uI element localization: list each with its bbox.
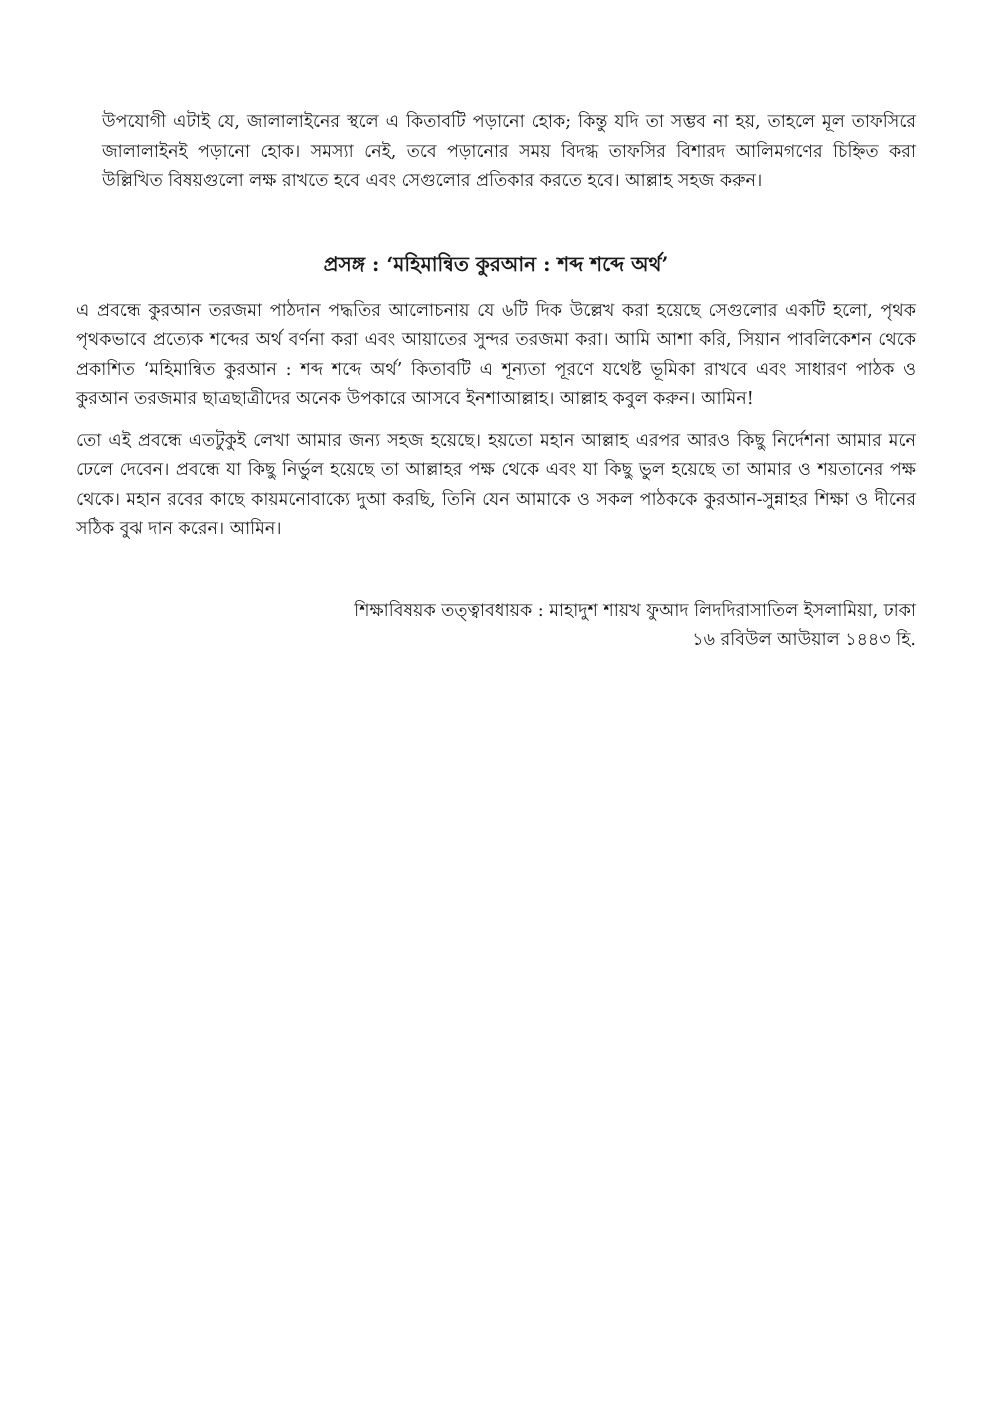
signature-title-line: শিক্ষাবিষয়ক তত্ত্বাবধায়ক : মাহাদুশ শায়খ ফুআদ লিদদিরাসাতিল ইসলামিয়া, ঢাকা xyxy=(354,600,916,621)
document-page xyxy=(76,108,916,655)
body-paragraph-2: তো এই প্রবন্ধে এতটুকুই লেখা আমার জন্য সহজ হয়েছে। হয়তো মহান আল্লাহ এরপর আরও কিছু নির্দেশনা আমার মনে ঢেলে দেবেন। প্রবন্ধে যা কিছু নির্ভুল হয়েছে তা আল্লাহর পক্ষ থেকে এবং যা কিছু ভুল হয়েছে তা আমার ও শয়তানের পক্ষ থেকে। মহান রবের কাছে কায়মনোবাক্যে দুআ করছি, তিনি যেন আমাকে ও সকল পাঠককে কুরআন-সুন্নাহর শিক্ষা ও দীনের সঠিক বুঝ দান করেন। আমিন। xyxy=(76,430,916,539)
body-paragraph-1: এ প্রবন্ধে কুরআন তরজমা পাঠদান পদ্ধতির আলোচনায় যে ৬টি দিক উল্লেখ করা হয়েছে সেগুলোর একটি হলো, পৃথক পৃথকভাবে প্রত্যেক শব্দের অর্থ বর্ণনা করা এবং আয়াতের সুন্দর তরজমা করা। আমি আশা করি, সিয়ান পাবলিকেশন থেকে প্রকাশিত ‘মহিমান্বিত কুরআন : শব্দ শব্দে অর্থ’ কিতাবটি এ শূন্যতা পূরণে যথেষ্ট ভূমিকা রাখবে এবং সাধারণ পাঠক ও কুরআন তরজমার ছাত্রছাত্রীদের অনেক উপকারে আসবে ইনশাআল্লাহ। আল্লাহ কবুল করুন। আমিন! xyxy=(76,300,916,409)
signature-date-line: ১৬ রবিউল আউয়াল ১৪৪৩ হি. xyxy=(692,629,916,650)
section-heading: প্রসঙ্গ : ‘মহিমান্বিত কুরআন : শব্দ শব্দে অর্থ’ xyxy=(323,251,669,276)
section-heading-block xyxy=(76,249,916,279)
signature-block xyxy=(76,597,916,655)
intro-paragraph: উপযোগী এটাই যে, জালালাইনের স্থলে এ কিতাবটি পড়ানো হোক; কিন্তু যদি তা সম্ভব না হয়, তাহলে মূল তাফসিরে জালালাইনই পড়ানো হোক। সমস্যা নেই, তবে পড়ানোর সময় বিদগ্ধ তাফসির বিশারদ আলিমগণের চিহ্নিত করা উল্লিখিত বিষয়গুলো লক্ষ রাখতে হবে এবং সেগুলোর প্রতিকার করতে হবে। আল্লাহ সহজ করুন। xyxy=(102,112,916,191)
